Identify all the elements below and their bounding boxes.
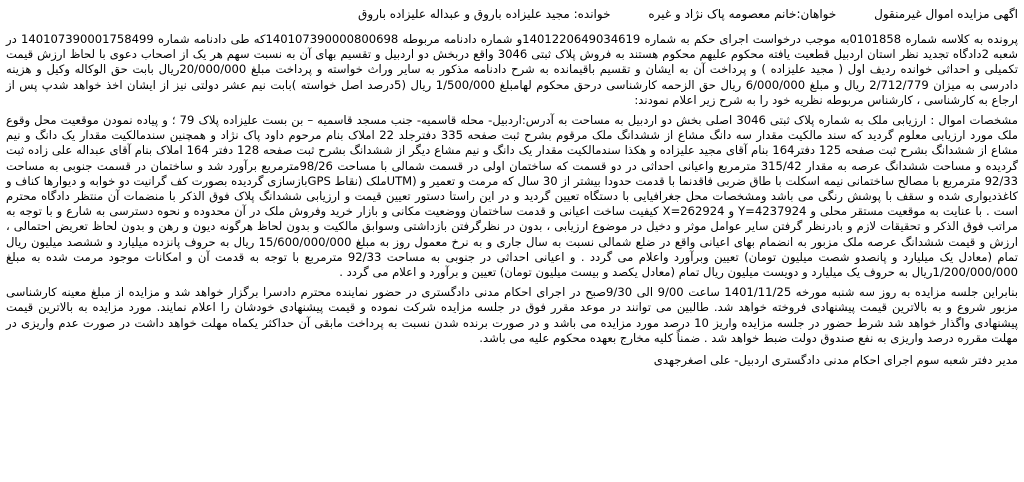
plaintiff-label: خواهان:خانم معصومه پاک نژاد و غیره: [648, 7, 837, 21]
notice-title: اگهی مزایده اموال غیرمنقول: [874, 7, 1018, 21]
case-paragraph: پرونده به کلاسه شماره 0101858به موجب درخواست اجرای حکم به شماره 140122064903461‌9و شماره دادنامه مربوطه 14010739000080069‌8که طی دادنامه شماره 140107390001758499 در شعبه 2دادگاه تجدید نظر استان اردبیل قطعیت یافته محکوم علیهم محکوم هستند به فروش پلاک ثبتی 3046 واقع دربخش دو اردبیل و تقسیم بهای آن به نسبت سهم هر یک از اصحاب دعوی با لحاظ ارزش قیمت تکمیلی و احداثی خوانده ردیف اول ( مجید علیزاده ) و پرداخت آن به ایشان و تقسیم باقیمانده به شرح دادنامه مذکور به سایر وراث خواسته و پرداخت مبلغ 20/000/000ریال بابت حق الوکاله وکیل و هزینه دادرسی به میزان 2/712/779 ریال و مبلغ 6/000/000 ریال حق الزحمه کارشناسی درحق محکوم لهامبلغ 1/500/000 ریال (5درصد اصل خواسته )بابت نیم عشر دولتی نیز از ایشان اخذ خواهد شدپ پس از ارجاع به کارشناسی ، کارشناس مربوطه نظریه خود را به شرح زیر اعلام نمودند:: [6, 32, 1018, 107]
property-description-paragraph: مشخصات اموال : ارزیابی ملک به شماره پلاک ثبتی 3046 اصلی بخش دو اردبیل به مساحت به آدرس:اردبیل- محله قاسمیه- جنب مسجد قاسمیه – بن بست علیزاده پلاک 79 ؛ و پیاده نمودن موقعیت محل وقوع ملک مورد ارزیابی معلوم گردید که سند مالکیت مقدار سه دانگ مشاع از ششدانگ ملک مرقوم بشرح ثبت صفحه 335 دفترجلد 22 املاک بنام مرحوم داود پاک نژاد و همچنین سندمالکیت مقدار یک دانگ و نیم مشاع از ششدانگ بشرح ثبت صفحه 125 دفتر164 بنام آقای مجید علیزاده و هکذا سندمالکیت مقدار یک دانگ و نیم مشاع دیگر از ششدانگ بشرح ثبت صفحه 128 دفتر 164 املاک بنام آقای عبداله علی زاده ثبت گردیده و مساحت ششدانگ عرصه به مقدار 315/42 مترمربع واعیانی احداثی در دو قسمت که ساختمان اولی در قسمت شمالی با مساحت 98/26مترمربع برآورد شد و ساختمان در قسمت جنوبی به مساحت 92/33 مترمربع با مصالح ساختمانی نیمه اسکلت با طاق ضربی فاقدنما با قدمت حدودا بیشتر از 30 سال که مرمت و تعمیر و (UTMملک (نقاط GPSبازسازی گردیده بصورت کف گرانیت دو خوابه و دیوارها کناف و کاغذدیواری شده و سقف با پوشش رنگی می باشد ومشخصات محل جغرافیایی با دستگاه تعیین گردید و در این راستا دستور تعیین قیمت و ارزیابی ششدانگ پلاک فوق الذکر با منضمات آن منتظر دادگاه محترم است . با عنایت به موقعیت مستقر محلی و Y=4237924 و X=262924 کیفیت ساخت اعیانی و قدمت ساختمان ووضعیت مکانی و بازار خرید وفروش ملک در آن محدوده و نحوه دسترسی به شارع و با توجه به مراتب فوق الذکر و تحقیقات لازم و بادرنظر گرفتن سایر عوامل موثر و دخیل در موضوع ارزیابی ، بدون در نظرگرفتن بازداشتی وسوابق مالکیت و بدون لحاظ هرگونه دیون و رهن و بدون لحاظ تعریض احتمالی ، ارزش و قیمت ششدانگ عرصه ملک مزبور به انضمام بهای اعیانی واقع در ضلع شمالی نسبت به سال جاری و به نرخ معمول روز به مبلغ 15/600/000/000 ریال به حروف پانزده میلیارد و ششصد میلیون ریال تمام (معادل یک میلیارد و پانصدو شصت میلیون تومان) تعیین وبرآورد واعلام می گردد . و اعیانی احداثی در جنوبی به مساحت 92/33 مترمربع با توجه به قدمت آن و امکانات موجود مرمت شده به مبلغ 1/200/000/000ریال به حروف یک میلیارد و دویست میلیون ریال تمام (معادل یکصد و بیست میلیون تومان) تعیین و برآورد و اعلام می گردد .: [6, 113, 1018, 280]
defendant-label: خوانده: مجید علیزاده باروق و عبداله علیزاده باروق: [358, 7, 611, 21]
auction-terms-paragraph: بنابراین جلسه مزایده به روز سه شنبه مورخه 1401/11/25 ساعت 9/00 الی 9/30صبح در اجرای احکام مدنی دادگستری در حضور نماینده محترم دادسرا برگزار خواهد شد و مزایده از مبلغ معینه کارشناسی مزبور شروع و به بالاترین قیمت پیشنهادی فروخته خواهد شد. طالبین می توانند در موعد مقرر فوق در جلسه مزایده شرکت نموده و قیمت پیشنهادی خودشان را اعلام نمایند. مورد مزایده به بالاترین قیمت پیشنهادی واگذار خواهد شد شرط حضور در جلسه مزایده واریز 10 درصد مورد مزایده می باشد و در صورت برنده شدن نسبت به پرداخت مابقی آن حداکثر یکماه مهلت خواهد داشت در صورت عدم واریزی در مهلت مقرره درصد واریزی به نفع صندوق دولت ضبط خواهد شد . ضمناً کلیه مخارج بعهده محکوم علیه می باشد.: [6, 285, 1018, 345]
notice-header: [6, 6, 1018, 23]
signature-line: مدیر دفتر شعبه سوم اجرای احکام مدنی دادگستری اردبیل- علی اصغرجهدی: [653, 353, 1018, 368]
